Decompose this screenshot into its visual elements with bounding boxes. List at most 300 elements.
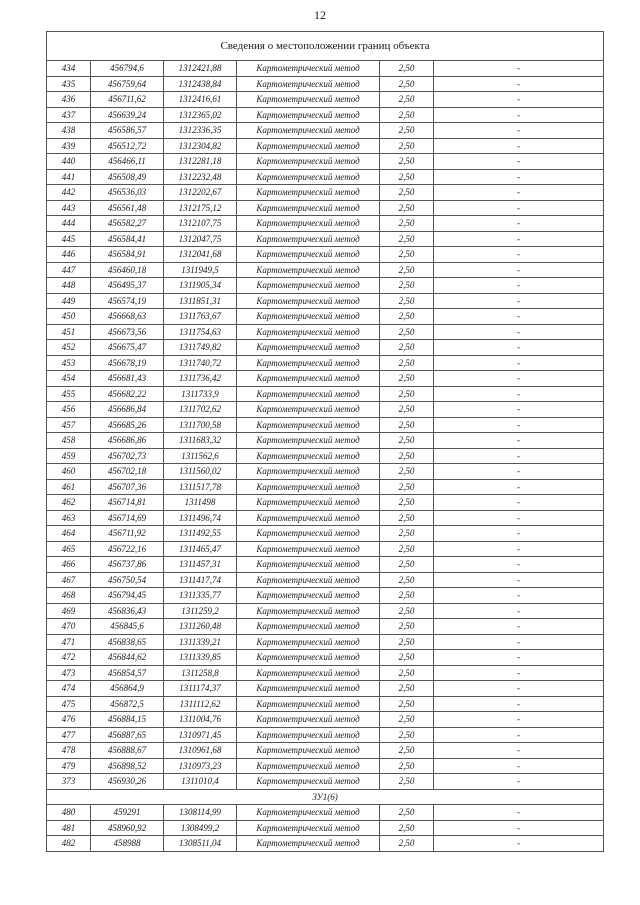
method-cell: Картометрический метод	[237, 371, 380, 387]
x-coordinate-cell: 456844,62	[91, 650, 164, 666]
error-cell: 2,50	[380, 727, 434, 743]
y-coordinate-cell: 1312336,35	[164, 123, 237, 139]
error-cell: 2,50	[380, 278, 434, 294]
method-cell: Картометрический метод	[237, 293, 380, 309]
error-cell: 2,50	[380, 464, 434, 480]
error-cell: 2,50	[380, 479, 434, 495]
description-cell: -	[434, 355, 604, 371]
method-cell: Картометрический метод	[237, 541, 380, 557]
x-coordinate-cell: 456639,24	[91, 107, 164, 123]
x-coordinate-cell: 456854,57	[91, 665, 164, 681]
table-row	[47, 76, 604, 92]
description-cell: -	[434, 92, 604, 108]
table-row	[47, 557, 604, 573]
method-cell: Картометрический метод	[237, 123, 380, 139]
table-row	[47, 572, 604, 588]
y-coordinate-cell: 1312416,61	[164, 92, 237, 108]
table-row	[47, 681, 604, 697]
x-coordinate-cell: 456864,9	[91, 681, 164, 697]
boundary-table	[46, 31, 604, 852]
y-coordinate-cell: 1308511,04	[164, 836, 237, 852]
method-cell: Картометрический метод	[237, 526, 380, 542]
x-coordinate-cell: 456794,45	[91, 588, 164, 604]
error-cell: 2,50	[380, 293, 434, 309]
method-cell: Картометрический метод	[237, 169, 380, 185]
method-cell: Картометрический метод	[237, 820, 380, 836]
x-coordinate-cell: 456888,67	[91, 743, 164, 759]
table-row	[47, 185, 604, 201]
error-cell: 2,50	[380, 619, 434, 635]
method-cell: Картометрический метод	[237, 572, 380, 588]
point-number-cell: 437	[47, 107, 91, 123]
y-coordinate-cell: 1310973,23	[164, 758, 237, 774]
method-cell: Картометрический метод	[237, 681, 380, 697]
description-cell: -	[434, 417, 604, 433]
description-cell: -	[434, 510, 604, 526]
table-row	[47, 495, 604, 511]
x-coordinate-cell: 456898,52	[91, 758, 164, 774]
error-cell: 2,50	[380, 340, 434, 356]
point-number-cell: 465	[47, 541, 91, 557]
x-coordinate-cell: 456584,91	[91, 247, 164, 263]
table-row	[47, 231, 604, 247]
error-cell: 2,50	[380, 743, 434, 759]
y-coordinate-cell: 1311174,37	[164, 681, 237, 697]
method-cell: Картометрический метод	[237, 743, 380, 759]
description-cell: -	[434, 107, 604, 123]
title-row	[47, 32, 604, 61]
y-coordinate-cell: 1311733,9	[164, 386, 237, 402]
point-number-cell: 449	[47, 293, 91, 309]
description-cell: -	[434, 123, 604, 139]
method-cell: Картометрический метод	[237, 464, 380, 480]
error-cell: 2,50	[380, 572, 434, 588]
y-coordinate-cell: 1310961,68	[164, 743, 237, 759]
error-cell: 2,50	[380, 712, 434, 728]
x-coordinate-cell: 456750,54	[91, 572, 164, 588]
table-row	[47, 200, 604, 216]
x-coordinate-cell: 456702,18	[91, 464, 164, 480]
error-cell: 2,50	[380, 510, 434, 526]
description-cell: -	[434, 526, 604, 542]
x-coordinate-cell: 456685,26	[91, 417, 164, 433]
x-coordinate-cell: 456838,65	[91, 634, 164, 650]
method-cell: Картометрический метод	[237, 138, 380, 154]
description-cell: -	[434, 200, 604, 216]
description-cell: -	[434, 61, 604, 77]
y-coordinate-cell: 1311517,78	[164, 479, 237, 495]
description-cell: -	[434, 758, 604, 774]
page-number: 12	[314, 8, 326, 22]
method-cell: Картометрический метод	[237, 107, 380, 123]
x-coordinate-cell: 456512,72	[91, 138, 164, 154]
description-cell: -	[434, 603, 604, 619]
y-coordinate-cell: 1311335,77	[164, 588, 237, 604]
error-cell: 2,50	[380, 526, 434, 542]
error-cell: 2,50	[380, 262, 434, 278]
method-cell: Картометрический метод	[237, 216, 380, 232]
x-coordinate-cell: 456574,19	[91, 293, 164, 309]
description-cell: -	[434, 371, 604, 387]
error-cell: 2,50	[380, 355, 434, 371]
point-number-cell: 466	[47, 557, 91, 573]
y-coordinate-cell: 1311112,62	[164, 696, 237, 712]
y-coordinate-cell: 1311339,21	[164, 634, 237, 650]
x-coordinate-cell: 456681,43	[91, 371, 164, 387]
error-cell: 2,50	[380, 603, 434, 619]
point-number-cell: 479	[47, 758, 91, 774]
y-coordinate-cell: 1311498	[164, 495, 237, 511]
error-cell: 2,50	[380, 696, 434, 712]
point-number-cell: 447	[47, 262, 91, 278]
table-row	[47, 216, 604, 232]
x-coordinate-cell: 456466,11	[91, 154, 164, 170]
x-coordinate-cell: 456711,92	[91, 526, 164, 542]
x-coordinate-cell: 456884,15	[91, 712, 164, 728]
description-cell: -	[434, 820, 604, 836]
table-row	[47, 464, 604, 480]
table-row	[47, 107, 604, 123]
table-title: Сведения о местоположении границ объекта	[47, 32, 604, 61]
x-coordinate-cell: 456460,18	[91, 262, 164, 278]
point-number-cell: 476	[47, 712, 91, 728]
y-coordinate-cell: 1311562,6	[164, 448, 237, 464]
y-coordinate-cell: 1311260,48	[164, 619, 237, 635]
method-cell: Картометрический метод	[237, 495, 380, 511]
x-coordinate-cell: 456714,81	[91, 495, 164, 511]
x-coordinate-cell: 456872,5	[91, 696, 164, 712]
method-cell: Картометрический метод	[237, 185, 380, 201]
table-row	[47, 433, 604, 449]
y-coordinate-cell: 1311417,74	[164, 572, 237, 588]
table-row	[47, 603, 604, 619]
method-cell: Картометрический метод	[237, 557, 380, 573]
description-cell: -	[434, 185, 604, 201]
point-number-cell: 475	[47, 696, 91, 712]
error-cell: 2,50	[380, 634, 434, 650]
y-coordinate-cell: 1312047,75	[164, 231, 237, 247]
x-coordinate-cell: 456686,84	[91, 402, 164, 418]
method-cell: Картометрический метод	[237, 386, 380, 402]
x-coordinate-cell: 456711,62	[91, 92, 164, 108]
table-row	[47, 309, 604, 325]
description-cell: -	[434, 324, 604, 340]
error-cell: 2,50	[380, 216, 434, 232]
table-row	[47, 526, 604, 542]
method-cell: Картометрический метод	[237, 696, 380, 712]
point-number-cell: 434	[47, 61, 91, 77]
point-number-cell: 470	[47, 619, 91, 635]
table-row	[47, 169, 604, 185]
x-coordinate-cell: 459291	[91, 805, 164, 821]
method-cell: Картометрический метод	[237, 231, 380, 247]
point-number-cell: 450	[47, 309, 91, 325]
section-row	[47, 789, 604, 805]
y-coordinate-cell: 1311258,8	[164, 665, 237, 681]
error-cell: 2,50	[380, 76, 434, 92]
x-coordinate-cell: 456582,27	[91, 216, 164, 232]
error-cell: 2,50	[380, 61, 434, 77]
table-row	[47, 774, 604, 790]
point-number-cell: 440	[47, 154, 91, 170]
x-coordinate-cell: 456675,47	[91, 340, 164, 356]
table-row	[47, 278, 604, 294]
y-coordinate-cell: 1311560,02	[164, 464, 237, 480]
x-coordinate-cell: 456887,65	[91, 727, 164, 743]
point-number-cell: 438	[47, 123, 91, 139]
description-cell: -	[434, 743, 604, 759]
table-row	[47, 541, 604, 557]
y-coordinate-cell: 1312421,88	[164, 61, 237, 77]
error-cell: 2,50	[380, 200, 434, 216]
x-coordinate-cell: 456707,36	[91, 479, 164, 495]
y-coordinate-cell: 1311736,42	[164, 371, 237, 387]
description-cell: -	[434, 76, 604, 92]
table-row	[47, 262, 604, 278]
error-cell: 2,50	[380, 107, 434, 123]
point-number-cell: 448	[47, 278, 91, 294]
table-row	[47, 634, 604, 650]
error-cell: 2,50	[380, 650, 434, 666]
error-cell: 2,50	[380, 92, 434, 108]
point-number-cell: 454	[47, 371, 91, 387]
x-coordinate-cell: 456673,56	[91, 324, 164, 340]
point-number-cell: 456	[47, 402, 91, 418]
point-number-cell: 459	[47, 448, 91, 464]
point-number-cell: 462	[47, 495, 91, 511]
table-row	[47, 696, 604, 712]
description-cell: -	[434, 805, 604, 821]
error-cell: 2,50	[380, 324, 434, 340]
error-cell: 2,50	[380, 774, 434, 790]
table-row	[47, 386, 604, 402]
description-cell: -	[434, 278, 604, 294]
y-coordinate-cell: 1312281,18	[164, 154, 237, 170]
table-row	[47, 619, 604, 635]
point-number-cell: 458	[47, 433, 91, 449]
y-coordinate-cell: 1311949,5	[164, 262, 237, 278]
table-row	[47, 727, 604, 743]
method-cell: Картометрический метод	[237, 619, 380, 635]
table-row	[47, 324, 604, 340]
x-coordinate-cell: 456930,26	[91, 774, 164, 790]
description-cell: -	[434, 572, 604, 588]
method-cell: Картометрический метод	[237, 588, 380, 604]
description-cell: -	[434, 464, 604, 480]
point-number-cell: 455	[47, 386, 91, 402]
point-number-cell: 453	[47, 355, 91, 371]
method-cell: Картометрический метод	[237, 61, 380, 77]
x-coordinate-cell: 456678,19	[91, 355, 164, 371]
method-cell: Картометрический метод	[237, 309, 380, 325]
point-number-cell: 451	[47, 324, 91, 340]
table-row	[47, 448, 604, 464]
x-coordinate-cell: 456584,41	[91, 231, 164, 247]
description-cell: -	[434, 696, 604, 712]
method-cell: Картометрический метод	[237, 402, 380, 418]
x-coordinate-cell: 456702,73	[91, 448, 164, 464]
table-row	[47, 479, 604, 495]
description-cell: -	[434, 448, 604, 464]
point-number-cell: 481	[47, 820, 91, 836]
error-cell: 2,50	[380, 309, 434, 325]
point-number-cell: 472	[47, 650, 91, 666]
error-cell: 2,50	[380, 588, 434, 604]
method-cell: Картометрический метод	[237, 836, 380, 852]
point-number-cell: 373	[47, 774, 91, 790]
y-coordinate-cell: 1311010,4	[164, 774, 237, 790]
error-cell: 2,50	[380, 557, 434, 573]
x-coordinate-cell: 456682,22	[91, 386, 164, 402]
error-cell: 2,50	[380, 123, 434, 139]
table-row	[47, 61, 604, 77]
error-cell: 2,50	[380, 836, 434, 852]
description-cell: -	[434, 309, 604, 325]
description-cell: -	[434, 727, 604, 743]
error-cell: 2,50	[380, 154, 434, 170]
description-cell: -	[434, 495, 604, 511]
description-cell: -	[434, 138, 604, 154]
x-coordinate-cell: 456836,43	[91, 603, 164, 619]
method-cell: Картометрический метод	[237, 76, 380, 92]
y-coordinate-cell: 1311457,31	[164, 557, 237, 573]
table-row	[47, 510, 604, 526]
error-cell: 2,50	[380, 169, 434, 185]
description-cell: -	[434, 169, 604, 185]
y-coordinate-cell: 1311492,55	[164, 526, 237, 542]
point-number-cell: 468	[47, 588, 91, 604]
description-cell: -	[434, 293, 604, 309]
boundary-table-sheet	[46, 31, 603, 852]
description-cell: -	[434, 262, 604, 278]
method-cell: Картометрический метод	[237, 774, 380, 790]
y-coordinate-cell: 1311851,31	[164, 293, 237, 309]
point-number-cell: 480	[47, 805, 91, 821]
x-coordinate-cell: 456737,86	[91, 557, 164, 573]
error-cell: 2,50	[380, 371, 434, 387]
table-row	[47, 712, 604, 728]
table-row	[47, 758, 604, 774]
description-cell: -	[434, 433, 604, 449]
description-cell: -	[434, 479, 604, 495]
y-coordinate-cell: 1312107,75	[164, 216, 237, 232]
table-row	[47, 743, 604, 759]
point-number-cell: 463	[47, 510, 91, 526]
point-number-cell: 441	[47, 169, 91, 185]
y-coordinate-cell: 1308114,99	[164, 805, 237, 821]
method-cell: Картометрический метод	[237, 448, 380, 464]
error-cell: 2,50	[380, 665, 434, 681]
method-cell: Картометрический метод	[237, 278, 380, 294]
x-coordinate-cell: 456508,49	[91, 169, 164, 185]
description-cell: -	[434, 836, 604, 852]
y-coordinate-cell: 1311749,82	[164, 340, 237, 356]
method-cell: Картометрический метод	[237, 262, 380, 278]
description-cell: -	[434, 231, 604, 247]
method-cell: Картометрический метод	[237, 324, 380, 340]
y-coordinate-cell: 1311905,34	[164, 278, 237, 294]
x-coordinate-cell: 456714,69	[91, 510, 164, 526]
point-number-cell: 457	[47, 417, 91, 433]
table-row	[47, 588, 604, 604]
error-cell: 2,50	[380, 541, 434, 557]
y-coordinate-cell: 1311683,32	[164, 433, 237, 449]
method-cell: Картометрический метод	[237, 510, 380, 526]
point-number-cell: 443	[47, 200, 91, 216]
method-cell: Картометрический метод	[237, 712, 380, 728]
point-number-cell: 435	[47, 76, 91, 92]
y-coordinate-cell: 1311496,74	[164, 510, 237, 526]
description-cell: -	[434, 247, 604, 263]
point-number-cell: 442	[47, 185, 91, 201]
point-number-cell: 445	[47, 231, 91, 247]
table-row	[47, 92, 604, 108]
x-coordinate-cell: 456845,6	[91, 619, 164, 635]
point-number-cell: 446	[47, 247, 91, 263]
y-coordinate-cell: 1312041,68	[164, 247, 237, 263]
error-cell: 2,50	[380, 758, 434, 774]
description-cell: -	[434, 340, 604, 356]
description-cell: -	[434, 588, 604, 604]
error-cell: 2,50	[380, 185, 434, 201]
y-coordinate-cell: 1312175,12	[164, 200, 237, 216]
table-row	[47, 340, 604, 356]
y-coordinate-cell: 1311465,47	[164, 541, 237, 557]
table-row	[47, 154, 604, 170]
table-row	[47, 138, 604, 154]
error-cell: 2,50	[380, 386, 434, 402]
point-number-cell: 464	[47, 526, 91, 542]
error-cell: 2,50	[380, 138, 434, 154]
x-coordinate-cell: 456586,57	[91, 123, 164, 139]
error-cell: 2,50	[380, 820, 434, 836]
y-coordinate-cell: 1311754,63	[164, 324, 237, 340]
description-cell: -	[434, 557, 604, 573]
error-cell: 2,50	[380, 433, 434, 449]
error-cell: 2,50	[380, 681, 434, 697]
point-number-cell: 461	[47, 479, 91, 495]
error-cell: 2,50	[380, 417, 434, 433]
description-cell: -	[434, 386, 604, 402]
description-cell: -	[434, 774, 604, 790]
point-number-cell: 471	[47, 634, 91, 650]
y-coordinate-cell: 1312365,02	[164, 107, 237, 123]
point-number-cell: 473	[47, 665, 91, 681]
point-number-cell: 469	[47, 603, 91, 619]
y-coordinate-cell: 1312232,48	[164, 169, 237, 185]
error-cell: 2,50	[380, 805, 434, 821]
x-coordinate-cell: 456686,86	[91, 433, 164, 449]
table-row	[47, 247, 604, 263]
table-row	[47, 417, 604, 433]
point-number-cell: 477	[47, 727, 91, 743]
x-coordinate-cell: 456794,6	[91, 61, 164, 77]
method-cell: Картометрический метод	[237, 247, 380, 263]
description-cell: -	[434, 665, 604, 681]
point-number-cell: 439	[47, 138, 91, 154]
method-cell: Картометрический метод	[237, 433, 380, 449]
error-cell: 2,50	[380, 247, 434, 263]
method-cell: Картометрический метод	[237, 417, 380, 433]
description-cell: -	[434, 402, 604, 418]
point-number-cell: 467	[47, 572, 91, 588]
description-cell: -	[434, 154, 604, 170]
description-cell: -	[434, 650, 604, 666]
point-number-cell: 444	[47, 216, 91, 232]
description-cell: -	[434, 541, 604, 557]
method-cell: Картометрический метод	[237, 92, 380, 108]
y-coordinate-cell: 1312202,67	[164, 185, 237, 201]
